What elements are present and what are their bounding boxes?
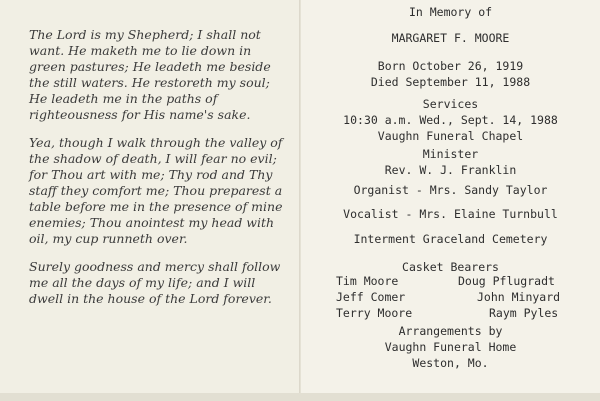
minister-block: [301, 146, 600, 178]
services-place: Vaughn Funeral Chapel: [377, 129, 524, 143]
services-time: 10:30 a.m. Wed., Sept. 14, 1988: [343, 113, 558, 127]
minister-heading: Minister: [422, 147, 479, 161]
deceased-name: MARGARET F. MOORE: [391, 31, 510, 45]
bearers-heading: Casket Bearers: [402, 260, 499, 274]
funeral-home: Vaughn Funeral Home: [384, 340, 517, 354]
bearer-right-3: Raym Pyles: [489, 306, 559, 320]
card-bottom-edge: [0, 393, 600, 401]
memorial-heading: In Memory of: [408, 5, 493, 19]
vocalist-line: Vocalist - Mrs. Elaine Turnbull: [343, 207, 558, 221]
psalm-paragraph-2: Yea, though I walk through the valley of the shadow of death, I will fear no evil; for Thou art with me; Thy rod and Thy staff they comfort me; Thou preparest a table before me in the presence of mine enemies; Thou anointest my head with oil, my cup runneth over.: [29, 135, 283, 246]
born-date: Born October 26, 1919: [377, 59, 524, 73]
interment-line: Interment Graceland Cemetery: [353, 232, 548, 246]
psalm-23-text: [29, 27, 284, 319]
arrangements-heading: Arrangements by: [398, 324, 503, 338]
bearer-right-2: John Minyard: [477, 290, 561, 304]
minister-name: Rev. W. J. Franklin: [384, 163, 517, 177]
psalm-paragraph-3: Surely goodness and mercy shall follow me all the days of my life; and I will dwell in the house of the Lord forever.: [29, 259, 281, 306]
bearer-left-1: Tim Moore: [336, 274, 399, 288]
arrangements-block: [301, 323, 600, 371]
organist-line: Organist - Mrs. Sandy Taylor: [353, 183, 548, 197]
died-date: Died September 11, 1988: [370, 75, 531, 89]
services-heading: Services: [422, 97, 479, 111]
bearer-left-2: Jeff Comer: [336, 290, 406, 304]
services-block: [301, 96, 600, 144]
dates-block: [301, 58, 600, 90]
bearer-right-1: Doug Pflugradt: [458, 274, 555, 288]
bearer-left-3: Terry Moore: [336, 306, 413, 320]
funeral-home-city: Weston, Mo.: [412, 356, 489, 370]
psalm-paragraph-1: The Lord is my Shepherd; I shall not want. He maketh me to lie down in green pastures; He leadeth me beside the still waters. He restoreth my soul; He leadeth me in the paths of righteousness for His name's sake.: [29, 27, 271, 122]
